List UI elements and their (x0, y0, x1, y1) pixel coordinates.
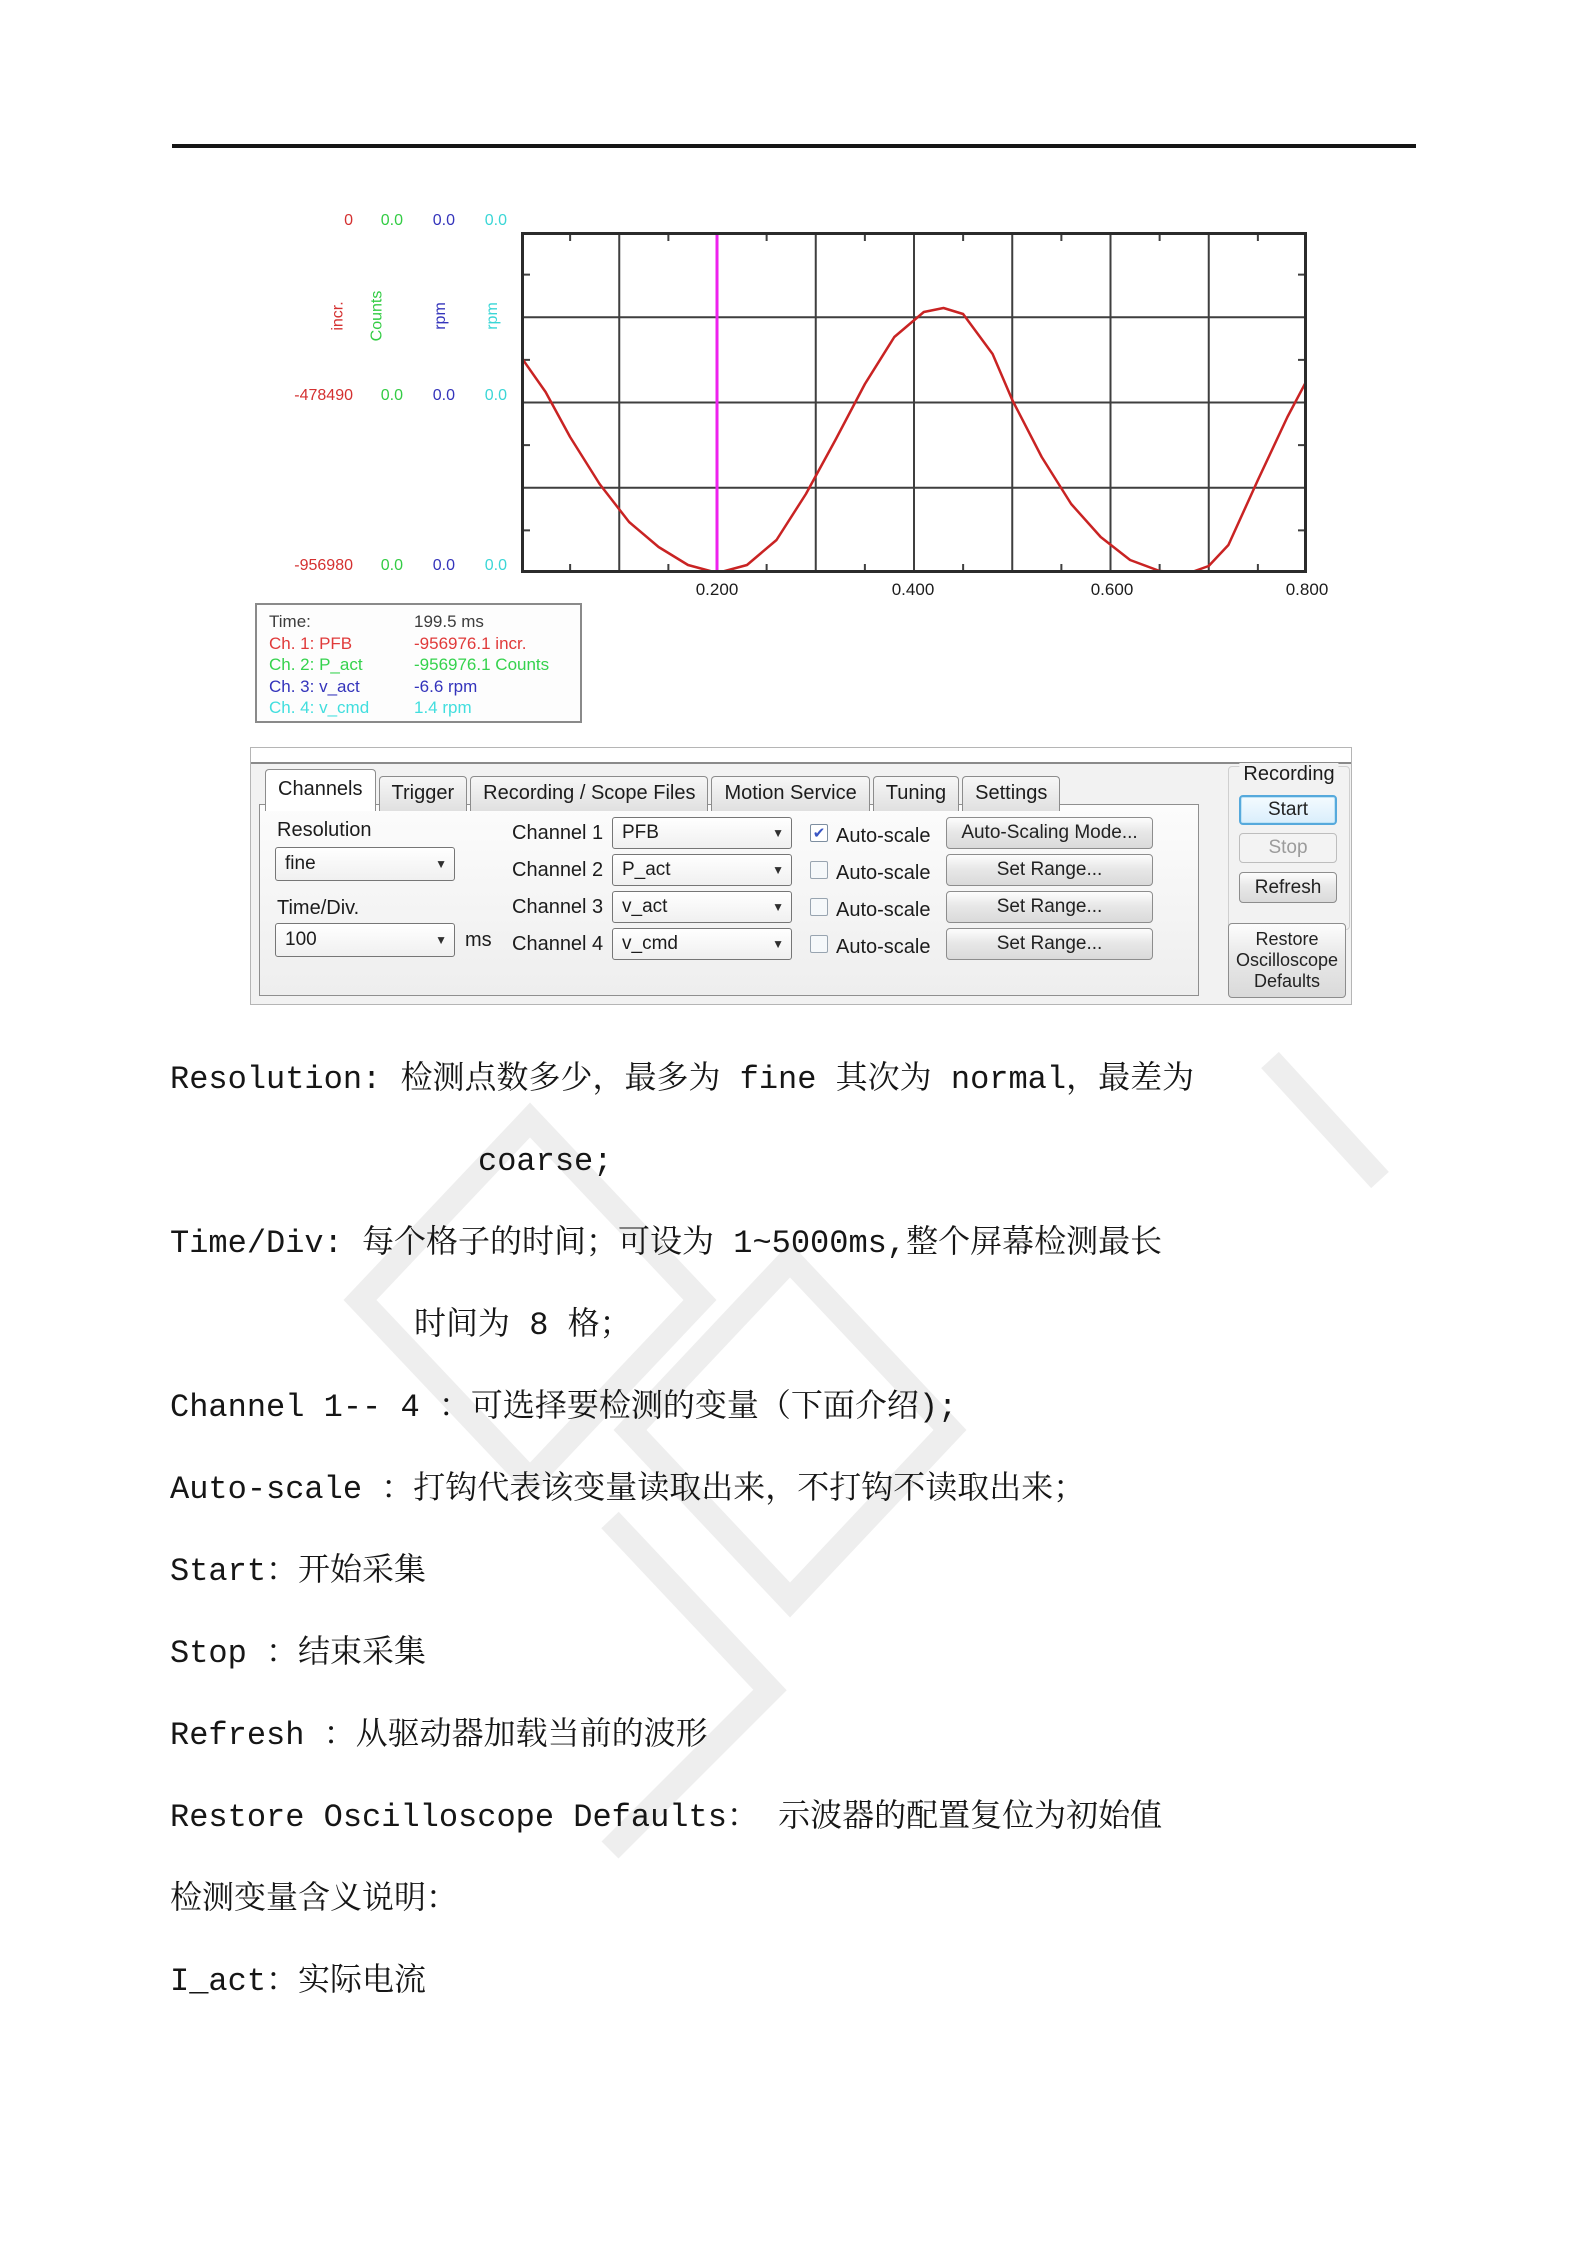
tab-recording-files[interactable]: Recording / Scope Files (470, 776, 708, 811)
channel2-autoscale-checkbox[interactable] (810, 861, 828, 879)
start-button[interactable]: Start (1239, 795, 1337, 825)
text-line-timediv: Time/Div: 每个格子的时间；可设为 1~5000ms,整个屏幕检测最长 (170, 1225, 1163, 1262)
legend-label: Time: (269, 612, 311, 631)
y-axis-top-labels (283, 212, 507, 230)
channel2-value: P_act (622, 859, 671, 880)
text-line-restore: Restore Oscilloscope Defaults： 示波器的配置复位为初始值 (170, 1799, 1163, 1836)
channel2-label: Channel 2 (512, 859, 604, 881)
legend-label: Ch. 1: PFB (269, 633, 353, 653)
x-tick-label: 0.200 (695, 580, 739, 599)
text-line-autoscale: Auto-scale ：打钩代表该变量读取出来，不打钩不读取出来； (170, 1471, 1086, 1508)
refresh-button[interactable]: Refresh (1239, 872, 1337, 903)
stop-button[interactable]: Stop (1239, 833, 1337, 863)
tab-motion-service[interactable]: Motion Service (711, 776, 869, 811)
set-range-button-ch2[interactable]: Set Range... (946, 854, 1153, 886)
timediv-value: 100 (285, 929, 317, 950)
chevron-down-icon: ▼ (772, 826, 784, 840)
tab-strip (265, 769, 1063, 805)
legend-label: Ch. 4: v_cmd (269, 698, 370, 717)
channel1-autoscale-checkbox[interactable] (810, 824, 828, 842)
cursor-readout-box (255, 603, 582, 723)
y-label: 0.0 (432, 557, 455, 574)
header-rule (172, 144, 1416, 148)
text-line-stop: Stop ：结束采集 (170, 1635, 427, 1672)
text-line-iact: I_act：实际电流 (170, 1963, 427, 2000)
y-unit: rpm (432, 302, 450, 330)
set-range-button-ch3[interactable]: Set Range... (946, 891, 1153, 923)
legend-row-ch1 (269, 633, 580, 655)
legend-value: -956976.1 Counts (414, 655, 550, 674)
channel1-select[interactable] (612, 817, 792, 849)
tab-tuning[interactable]: Tuning (873, 776, 959, 811)
y-label: 0.0 (484, 387, 507, 404)
y-unit: Counts (368, 290, 386, 342)
set-range-button-ch4[interactable]: Set Range... (946, 928, 1153, 960)
text-line-refresh: Refresh ：从驱动器加载当前的波形 (170, 1717, 708, 1754)
channel1-label: Channel 1 (512, 822, 604, 844)
text-line-channel: Channel 1-- 4 ：可选择要检测的变量（下面介绍); (170, 1389, 958, 1426)
y-label: 0.0 (484, 557, 507, 574)
text-line-start: Start：开始采集 (170, 1553, 427, 1590)
tab-trigger[interactable]: Trigger (379, 776, 468, 811)
y-axis-unit-labels (283, 283, 507, 349)
channel3-label: Channel 3 (512, 896, 604, 918)
y-label: 0.0 (432, 212, 455, 229)
chevron-down-icon: ▼ (435, 857, 447, 871)
check-icon: ✔ (812, 825, 826, 842)
recording-group (1228, 763, 1350, 930)
legend-label: Ch. 3: v_act (269, 676, 360, 696)
y-label: -956980 (294, 557, 353, 574)
legend-value: 1.4 rpm (414, 698, 472, 717)
channels-tab-page (259, 804, 1199, 996)
legend-label: Ch. 2: P_act (269, 655, 363, 674)
text-line-grid: 时间为 8 格； (414, 1307, 632, 1344)
channel1-value: PFB (622, 822, 659, 843)
resolution-select[interactable] (275, 847, 455, 881)
legend-row-ch2 (269, 654, 580, 676)
scope-control-panel (250, 747, 1352, 1005)
resolution-label: Resolution (277, 819, 372, 841)
timediv-label: Time/Div. (277, 897, 360, 919)
channel3-value: v_act (622, 896, 668, 917)
legend-row-ch4 (269, 697, 580, 719)
chevron-down-icon: ▼ (772, 937, 784, 951)
channel4-autoscale-label: Auto-scale (836, 936, 931, 958)
chevron-down-icon: ▼ (435, 933, 447, 947)
channel3-autoscale-label: Auto-scale (836, 899, 931, 921)
legend-value: 199.5 ms (414, 612, 484, 631)
y-label: 0.0 (380, 557, 403, 574)
x-tick-label: 0.600 (1090, 580, 1134, 599)
channel4-autoscale-checkbox[interactable] (810, 935, 828, 953)
tab-settings[interactable]: Settings (962, 776, 1060, 811)
panel-top-strip (251, 748, 1351, 764)
y-unit: rpm (484, 302, 502, 330)
y-unit: incr. (329, 301, 347, 331)
text-line-coarse: coarse; (478, 1143, 613, 1180)
oscilloscope-plot (521, 232, 1307, 573)
y-label: -478490 (294, 387, 353, 404)
channel2-autoscale-label: Auto-scale (836, 862, 931, 884)
tab-channels[interactable]: Channels (265, 769, 376, 811)
channel3-select[interactable] (612, 891, 792, 923)
y-label: 0.0 (484, 212, 507, 229)
y-axis-bottom-labels (283, 557, 507, 575)
legend-value: -6.6 rpm (414, 676, 478, 696)
chevron-down-icon: ▼ (772, 863, 784, 877)
legend-row-time (269, 611, 580, 633)
timediv-select[interactable] (275, 923, 455, 957)
text-line-resolution: Resolution: 检测点数多少，最多为 fine 其次为 normal，最差为 (170, 1061, 1195, 1098)
channel1-autoscale-label: Auto-scale (836, 825, 931, 847)
channel3-autoscale-checkbox[interactable] (810, 898, 828, 916)
legend-row-ch3 (269, 676, 580, 698)
auto-scaling-mode-button[interactable]: Auto-Scaling Mode... (946, 817, 1153, 849)
y-label: 0.0 (380, 387, 403, 404)
y-axis-middle-labels (283, 387, 507, 405)
timediv-unit-label: ms (465, 929, 492, 951)
y-label: 0 (344, 212, 353, 229)
text-line-variables: 检测变量含义说明： (170, 1881, 459, 1918)
y-label: 0.0 (432, 387, 455, 404)
channel4-label: Channel 4 (512, 933, 604, 955)
restore-oscilloscope-defaults-button[interactable]: Restore Oscilloscope Defaults (1228, 923, 1346, 998)
body-text (170, 1039, 1194, 2023)
plot-svg (521, 232, 1307, 573)
x-tick-label: 0.400 (891, 580, 935, 599)
y-label: 0.0 (380, 212, 403, 229)
x-tick-label: 0.800 (1285, 580, 1329, 599)
channel4-select[interactable] (612, 928, 792, 960)
legend-value: -956976.1 incr. (414, 633, 527, 653)
channel2-select[interactable] (612, 854, 792, 886)
channel4-value: v_cmd (622, 933, 678, 954)
recording-group-title: Recording (1239, 763, 1338, 786)
chevron-down-icon: ▼ (772, 900, 784, 914)
resolution-value: fine (285, 853, 316, 874)
